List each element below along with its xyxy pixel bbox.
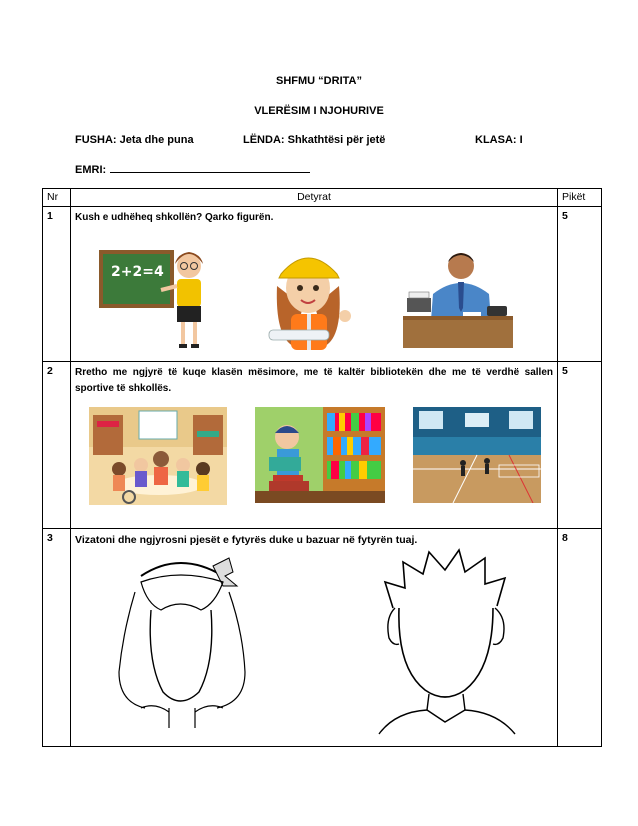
boy-face-outline[interactable] <box>365 548 525 736</box>
table-row <box>43 207 602 362</box>
task-text: Kush e udhëheq shkollën? Qarko figurën. <box>75 212 274 223</box>
field-class: KLASA: I <box>475 134 523 146</box>
chalkboard-text: 2+2=4 <box>111 264 164 280</box>
library-image[interactable] <box>255 407 385 503</box>
task2-images <box>75 397 553 515</box>
points-cell: 5 <box>558 207 602 362</box>
sports-hall-image[interactable] <box>413 407 541 503</box>
tasks-table <box>42 188 602 747</box>
task-cell <box>71 362 558 529</box>
name-input-line[interactable] <box>110 163 310 173</box>
teacher-image[interactable] <box>97 244 219 352</box>
task-cell <box>71 529 558 747</box>
header-nr: Nr <box>43 189 71 207</box>
field-subject-area: FUSHA: Jeta dhe puna <box>75 134 194 146</box>
points-cell: 5 <box>558 362 602 529</box>
construction-worker-image[interactable] <box>263 246 363 352</box>
task-cell <box>71 207 558 362</box>
points-cell: 8 <box>558 529 602 747</box>
classroom-image[interactable] <box>89 407 227 505</box>
girl-face-outline[interactable] <box>105 552 255 732</box>
task-text: Rretho me ngjyrë të kuqe klasën mësimore, me të kaltër bibliotekën dhe me të verdhë sallen sportive të shkollës. <box>75 367 553 394</box>
header-points: Pikët <box>558 189 602 207</box>
school-name: SHFMU “DRITA” <box>276 75 362 87</box>
header-tasks: Detyrat <box>71 189 558 207</box>
table-row <box>43 362 602 529</box>
page-title: VLERËSIM I NJOHURIVE <box>254 105 384 117</box>
task-text: Vizatoni dhe ngjyrosni pjesët e fytyrës duke u bazuar në fytyrën tuaj. <box>75 534 418 546</box>
row-number: 2 <box>43 362 71 529</box>
principal-image[interactable] <box>403 246 513 350</box>
row-number: 3 <box>43 529 71 747</box>
table-row <box>43 529 602 747</box>
task1-images <box>75 226 553 351</box>
table-header-row <box>43 189 602 207</box>
row-number: 1 <box>43 207 71 362</box>
name-field-row <box>75 163 310 176</box>
name-label: EMRI: <box>75 164 107 176</box>
field-subject: LËNDA: Shkathtësi për jetë <box>243 134 386 146</box>
task3-images <box>75 548 553 738</box>
